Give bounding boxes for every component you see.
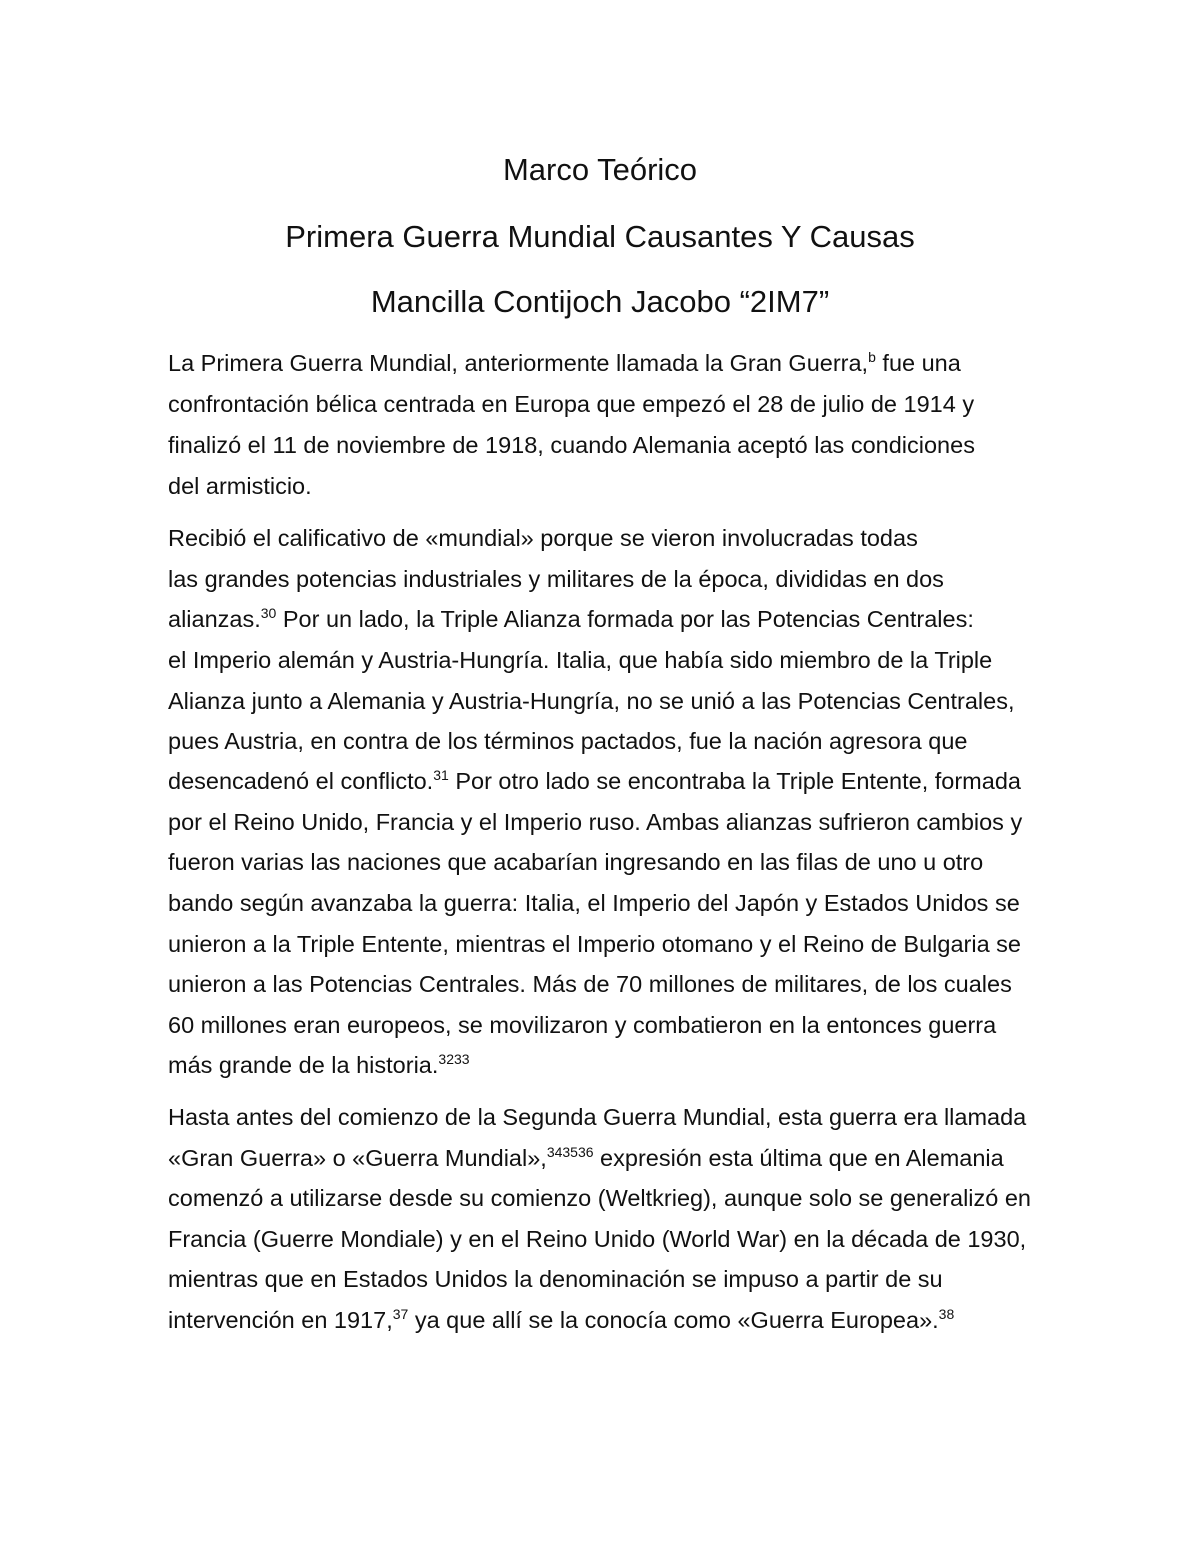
footnote-ref[interactable]: 37 bbox=[392, 1306, 409, 1322]
document-subtitle: Primera Guerra Mundial Causantes Y Causas bbox=[285, 219, 915, 254]
footnote-ref[interactable]: b bbox=[868, 349, 876, 365]
text-line: las grandes potencias industriales y militares de la época, divididas en dos bbox=[168, 566, 944, 592]
footnote-ref[interactable]: 38 bbox=[938, 1306, 955, 1322]
footnote-ref[interactable]: 343536 bbox=[546, 1144, 594, 1160]
text-line: «Gran Guerra» o «Guerra Mundial»,$^{343536}$ expresión esta última que en Alemania bbox=[168, 1144, 1004, 1171]
text-line: más grande de la historia.$^{3233}$ bbox=[168, 1051, 470, 1078]
text-line: intervención en 1917,37 ya que allí se la conocía como «Guerra Europea».$^{38}$ bbox=[168, 1306, 955, 1333]
text-line: confrontación bélica centrada en Europa que empezó el 28 de julio de 1914 y bbox=[168, 391, 975, 417]
document-author: Mancilla Contijoch Jacobo “2IM7” bbox=[370, 284, 830, 319]
text-line: Alianza junto a Alemania y Austria-Hungría, no se unió a las Potencias Centrales, bbox=[168, 688, 1015, 714]
text-line: desencadenó el conflicto.$^{31}$ Por otro lado se encontraba la Triple Entente, formada bbox=[168, 767, 1021, 794]
text-line: Hasta antes del comienzo de la Segunda Guerra Mundial, esta guerra era llamada bbox=[168, 1104, 1027, 1130]
footnote-ref[interactable]: 3233 bbox=[438, 1051, 470, 1067]
text-line: pues Austria, en contra de los términos pactados, fue la nación agresora que bbox=[168, 728, 968, 754]
text-line: Recibió el calificativo de «mundial» porque se vieron involucradas todas bbox=[168, 525, 918, 551]
document-title: Marco Teórico bbox=[502, 152, 698, 187]
footnote-ref[interactable]: 31 bbox=[433, 767, 449, 783]
text-line: comenzó a utilizarse desde su comienzo (Weltkrieg), aunque solo se generalizó en bbox=[168, 1185, 1032, 1211]
text-line: bando según avanzaba la guerra: Italia, el Imperio del Japón y Estados Unidos se bbox=[168, 890, 1020, 916]
text-line: el Imperio alemán y Austria-Hungría. Italia, que había sido miembro de la Triple bbox=[168, 647, 993, 673]
text-line: mientras que en Estados Unidos la denominación se impuso a partir de su bbox=[168, 1266, 943, 1292]
text-line: finalizó el 11 de noviembre de 1918, cuando Alemania aceptó las condiciones bbox=[168, 432, 975, 458]
text-line: 60 millones eran europeos, se movilizaron y combatieron en la entonces guerra bbox=[168, 1012, 997, 1038]
text-line: fueron varias las naciones que acabarían ingresando en las filas de uno u otro bbox=[168, 849, 984, 875]
footnote-ref[interactable]: 30 bbox=[260, 605, 277, 621]
text-line: unieron a la Triple Entente, mientras el Imperio otomano y el Reino de Bulgaria se bbox=[168, 931, 1021, 957]
text-line: La Primera Guerra Mundial, anteriormente llamada la Gran Guerra,$^b$ fue una bbox=[168, 349, 961, 376]
text-line: unieron a las Potencias Centrales. Más de 70 millones de militares, de los cuales bbox=[168, 971, 1012, 997]
text-line: del armisticio. bbox=[168, 473, 312, 499]
text-line: Francia (Guerre Mondiale) y en el Reino Unido (World War) en la década de 1930, bbox=[168, 1226, 1027, 1252]
text-line: por el Reino Unido, Francia y el Imperio ruso. Ambas alianzas sufrieron cambios y bbox=[168, 809, 1023, 835]
text-line: alianzas.$^{30}$ Por un lado, la Triple Alianza formada por las Potencias Centrales: bbox=[168, 605, 974, 632]
